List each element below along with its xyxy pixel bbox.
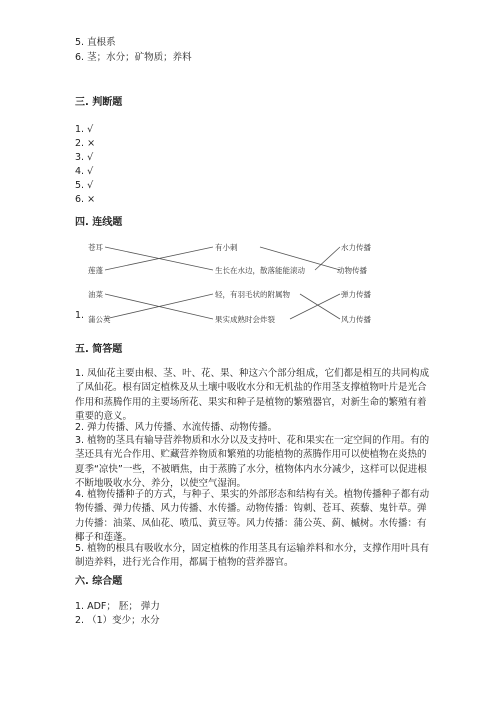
match-line [290,294,340,319]
judgement-item: 3. √ [75,152,94,163]
middle-item: 有小刺 [215,243,238,252]
middle-item: 生长在水边，散落能能滚动 [215,266,305,275]
left-item: 蒲公英 [88,315,111,324]
judgement-item: 6. × [75,194,96,205]
middle-item: 轻，有羽毛状的附属物 [215,290,290,299]
section-heading-comprehensive: 六. 综合题 [75,576,123,587]
left-item: 莲蓬 [88,266,103,275]
short-answer-1: 1. 凤仙花主要由根、茎、叶、花、果、种这六个部分组成，它们都是相互的共同构成了凤仙花。根有固定植株及从土壤中吸收水分和无机盐的作用茎支撑植物叶片是光合作用和蒸腾作用的主要场所花、果实和种子是植物的繁殖器官，对新生命的繁殖有着重要的意义。 [75,368,430,423]
middle-item: 果实成熟时会炸裂 [215,315,275,324]
match-line [300,294,340,319]
right-item: 水力传播 [341,243,371,252]
left-item: 苍耳 [88,243,103,252]
judgement-item: 4. √ [75,166,94,177]
short-answer-2: 2. 弹力传播、风力传播、水流传播、动物传播。 [75,422,278,433]
judgement-item: 5. √ [75,180,94,191]
matching-diagram [75,232,435,332]
short-answer-3: 3. 植物的茎具有输导营养物质和水分以及支持叶、花和果实在一定空间的作用。有的茎还具有光合作用、贮藏营养物质和繁殖的功能植物的蒸腾作用可以使植物在炎热的夏季“凉快”一些，不被晒焦，由于蒸腾了水分，植物体内水分减少，这样可以促进根不断地吸收水分、养分，以使空气湿润。 [75,435,430,490]
judgement-item: 2. × [75,138,96,149]
comprehensive-item: 1. ADF； 胚； 弹力 [75,601,160,612]
matching-question-number: 1. [75,310,85,321]
answer-line-5: 5. 直根系 [75,37,116,48]
short-answer-4: 4. 植物传播种子的方式，与种子、果实的外部形态和结构有关。植物传播种子都有动物传播、弹力传播、风力传播、水传播。动物传播：钩刺、苍耳、蒺藜、鬼针草。弹力传播：油菜、凤仙花、喷瓜、黄豆等。风力传播：蒲公英、蓟、槭树。水传播：有椰子和莲蓬。 [75,489,430,544]
section-heading-judgement: 三. 判断题 [75,97,123,108]
right-item: 弹力传播 [341,290,371,299]
left-item: 油菜 [88,290,103,299]
right-item: 风力传播 [341,315,371,324]
answer-line-6: 6. 茎；水分；矿物质；养料 [75,52,192,63]
section-heading-matching: 四. 连线题 [75,217,123,228]
short-answer-5: 5. 植物的根具有吸收水分，固定植株的作用茎具有运输养料和水分，支撑作用叶具有制造养料，进行光合作用，都属于植物的营养器官。 [75,543,430,569]
section-heading-short-answer: 五. 简答题 [75,344,123,355]
judgement-item: 1. √ [75,124,94,135]
right-item: 动物传播 [337,266,367,275]
comprehensive-item: 2. （1）变少；水分 [75,615,160,626]
